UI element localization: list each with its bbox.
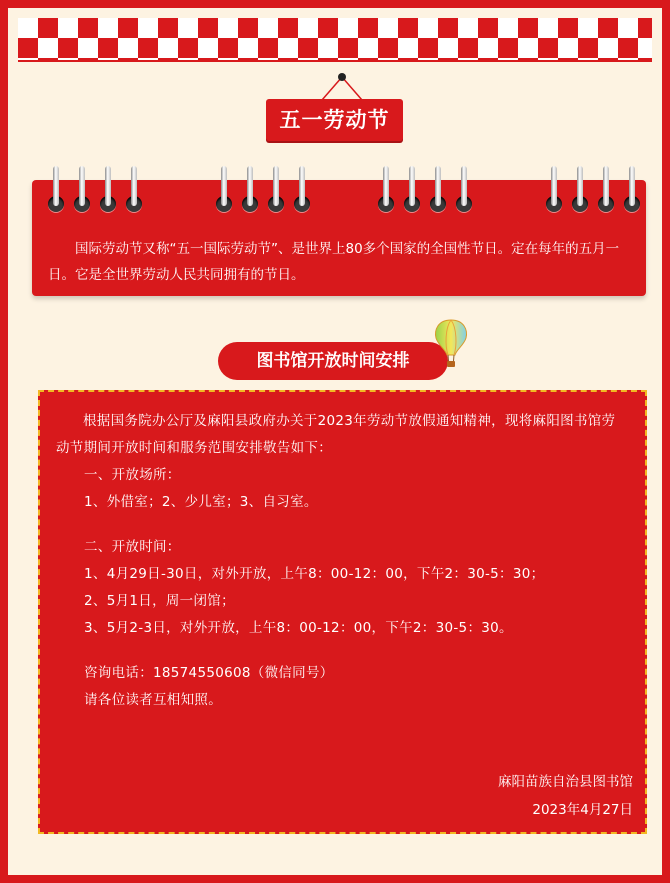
ring-icon <box>546 166 562 216</box>
hours-item: 2、5月1日，周一闭馆； <box>84 593 235 609</box>
ring-icon <box>404 166 420 216</box>
signature-organization: 麻阳苗族自治县图书馆 <box>498 774 633 790</box>
ring-icon <box>572 166 588 216</box>
intro-text: 国际劳动节又称“五一国际劳动节”、是世界上80多个国家的全国性节日。定在每年的五月一日。它是全世界劳动人民共同拥有的节日。 <box>48 241 620 283</box>
signature-date: 2023年4月27日 <box>532 802 633 818</box>
calendar-rings <box>546 166 640 216</box>
hours-item: 3、5月2-3日，对外开放，上午8：00-12：00，下午2：30-5：30。 <box>84 620 513 636</box>
notice-box <box>38 390 647 834</box>
hot-air-balloon-icon <box>432 318 470 370</box>
page-title: 五一劳动节 <box>266 99 403 141</box>
calendar-rings <box>48 166 142 216</box>
ring-icon <box>456 166 472 216</box>
ring-icon <box>430 166 446 216</box>
hours-item: 1、4月29日-30日，对外开放，上午8：00-12：00，下午2：30-5：30； <box>84 566 545 582</box>
closing-note: 请各位读者互相知照。 <box>84 692 222 708</box>
ring-icon <box>242 166 258 216</box>
schedule-title: 图书馆开放时间安排 <box>218 342 448 380</box>
ring-icon <box>294 166 310 216</box>
hanger-string-icon <box>308 72 378 102</box>
calendar-rings <box>216 166 310 216</box>
ring-icon <box>598 166 614 216</box>
intro-calendar-card <box>32 180 646 296</box>
section-heading-hours: 二、开放时间： <box>84 539 181 555</box>
ring-icon <box>100 166 116 216</box>
ring-icon <box>126 166 142 216</box>
ring-icon <box>624 166 640 216</box>
section-heading-venues: 一、开放场所： <box>84 467 181 483</box>
ring-icon <box>268 166 284 216</box>
calendar-rings <box>378 166 472 216</box>
ring-icon <box>74 166 90 216</box>
venue-list: 1、外借室；2、少儿室；3、自习室。 <box>84 494 318 510</box>
ring-icon <box>48 166 64 216</box>
notice-intro: 根据国务院办公厅及麻阳县政府办关于2023年劳动节放假通知精神，现将麻阳图书馆劳动节期间开放时间和服务范围安排敬告如下： <box>56 413 616 456</box>
checkered-border <box>18 18 652 62</box>
contact-phone: 咨询电话：18574550608（微信同号） <box>84 665 334 681</box>
ring-icon <box>216 166 232 216</box>
ring-icon <box>378 166 394 216</box>
